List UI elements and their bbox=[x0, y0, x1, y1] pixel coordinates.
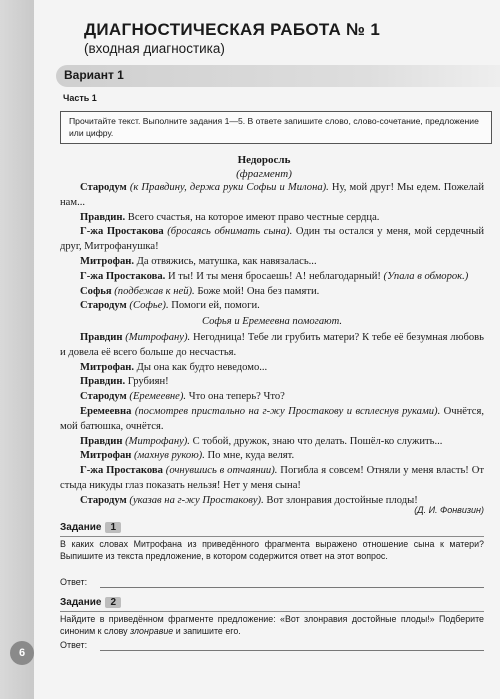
speaker: Правдин bbox=[80, 435, 123, 447]
remark: (Еремеевне). bbox=[126, 391, 187, 403]
instruction-text: Прочитайте текст. Выполните задания 1—5. В ответе запишите слово, слово-сочетание, предложение или цифру. bbox=[69, 116, 479, 138]
speaker: Митрофан bbox=[80, 450, 132, 462]
dialogue-line bbox=[60, 449, 484, 464]
remark: (Митрофану). bbox=[122, 331, 191, 343]
remark: (махнув рукою). bbox=[131, 450, 205, 462]
text-title: Недоросль bbox=[237, 154, 291, 166]
speech: Боже мой! Она без памяти. bbox=[194, 285, 320, 297]
play-fragment bbox=[60, 181, 484, 509]
instruction-box bbox=[60, 111, 492, 144]
text-subtitle: (фрагмент) bbox=[236, 168, 292, 180]
dialogue-line bbox=[60, 464, 484, 494]
dialogue-line bbox=[60, 255, 484, 270]
speaker: Правдин. bbox=[80, 211, 126, 223]
task-1-header bbox=[60, 522, 121, 533]
task-1-rule bbox=[60, 536, 484, 537]
speaker: Правдин. bbox=[80, 376, 126, 388]
answer-line[interactable] bbox=[100, 650, 484, 651]
speech: С тобой, дружок, знаю что делать. Пошёл-ко служить... bbox=[189, 435, 443, 447]
stage-direction: Софья и Еремеевна помогают. bbox=[201, 316, 343, 328]
task-label: Задание bbox=[60, 522, 102, 533]
speech: Да отвяжись, матушка, как навязалась... bbox=[134, 255, 317, 267]
remark: (очнувшись в отчаянии). bbox=[162, 465, 278, 477]
speech: По мне, куда велят. bbox=[204, 450, 295, 462]
answer-line[interactable] bbox=[100, 587, 484, 588]
speech: Негодница! Тебе ли грубить матери? К тебе её безумная любовь и довела её всего больше до несчастья. bbox=[60, 331, 485, 358]
speech: Всего счастья, на которое имеют право честные сердца. bbox=[125, 211, 380, 223]
task-1-text: В каких словах Митрофана из приведённого фрагмента выражено отношение сына к матери? Выпишите из текста предложение, в котором содержится ответ на этот вопрос. bbox=[60, 539, 484, 562]
dialogue-line bbox=[60, 361, 484, 376]
speaker: Г-жа Простакова bbox=[80, 226, 164, 238]
dialogue-line bbox=[60, 211, 484, 226]
answer-label: Ответ: bbox=[60, 577, 88, 587]
page-number: 6 bbox=[10, 641, 34, 665]
speaker: Еремеевна bbox=[80, 405, 132, 417]
task-2-text-part: и запишите его. bbox=[173, 626, 241, 637]
remark: (подбежав к ней). bbox=[111, 285, 195, 297]
dialogue-line bbox=[60, 225, 484, 255]
speaker: Митрофан. bbox=[80, 255, 135, 267]
speaker: Софья bbox=[80, 285, 112, 297]
speech: Один ты остался у меня, мой сердечный друг, Митрофанушка! bbox=[60, 226, 484, 253]
dialogue-line bbox=[60, 331, 484, 361]
speech: Погибла я совсем! Отняли у меня власть! От стыда никуды глаз показать нельзя! Нет у меня сына! bbox=[60, 465, 484, 491]
speaker: Г-жа Простакова bbox=[80, 465, 163, 477]
dialogue-line bbox=[60, 270, 484, 285]
dialogue-line bbox=[60, 435, 484, 450]
remark: (Митрофану). bbox=[122, 435, 190, 447]
variant-label: Вариант 1 bbox=[64, 68, 124, 82]
task-1-answer[interactable] bbox=[60, 577, 484, 590]
speaker: Стародум bbox=[80, 391, 127, 403]
page-title: ДИАГНОСТИЧЕСКАЯ РАБОТА № 1 bbox=[84, 20, 381, 39]
speaker: Г-жа Простакова. bbox=[80, 270, 166, 282]
task-2-text-part: Найдите в приведённом фрагменте предложение: «Вот злонравия достойные плоды!» Подберите синоним к слову bbox=[60, 614, 484, 637]
task-2-text-emphasis: злонравие bbox=[130, 626, 174, 637]
answer-label: Ответ: bbox=[60, 640, 88, 650]
dialogue-line bbox=[60, 375, 484, 390]
task-label: Задание bbox=[60, 597, 102, 608]
dialogue-line bbox=[60, 390, 484, 405]
dialogue-line bbox=[60, 181, 484, 211]
speaker: Стародум bbox=[80, 300, 127, 312]
task-number-badge: 2 bbox=[105, 597, 121, 608]
task-2-header bbox=[60, 597, 121, 608]
remark: (Софье). bbox=[126, 300, 169, 312]
task-2-text bbox=[60, 613, 484, 638]
speech: Грубиян! bbox=[125, 376, 169, 388]
remark: (Упала в обморок.) bbox=[383, 270, 469, 282]
speech: Что она теперь? Что? bbox=[186, 391, 285, 403]
task-2-rule bbox=[60, 611, 484, 612]
task-number-badge: 1 bbox=[105, 522, 121, 533]
speech: Ды она как будто неведомо... bbox=[134, 361, 268, 373]
speaker: Митрофан. bbox=[80, 361, 135, 373]
task-2-answer[interactable] bbox=[60, 640, 484, 653]
speech: Вот злонравия достойные плоды! bbox=[263, 494, 418, 506]
speech: Ну, мой друг! Мы едем. Пожелай нам... bbox=[60, 182, 484, 208]
speech: И ты! И ты меня бросаешь! А! неблагодарный! bbox=[165, 270, 384, 282]
speech: Помоги ей, помоги. bbox=[168, 300, 260, 312]
dialogue-line bbox=[60, 405, 484, 435]
part-label: Часть 1 bbox=[63, 93, 97, 103]
dialogue-line bbox=[60, 285, 484, 300]
speaker: Правдин bbox=[80, 331, 123, 343]
remark: (к Правдину, держа руки Софьи и Милона). bbox=[126, 182, 329, 193]
left-margin-strip bbox=[0, 0, 34, 699]
variant-bar bbox=[56, 65, 500, 87]
remark: (указав на г-жу Простакову). bbox=[126, 494, 264, 506]
remark: (бросаясь обнимать сына). bbox=[163, 226, 293, 238]
speaker: Стародум bbox=[80, 182, 127, 193]
speech: Очнётся, мой батюшка, очнётся. bbox=[60, 405, 484, 432]
remark: (посмотрев пристально на г-жу Простакову и всплеснув руками). bbox=[131, 405, 441, 417]
speaker: Стародум bbox=[80, 494, 127, 506]
dialogue-line bbox=[60, 299, 484, 314]
author-attribution: (Д. И. Фонвизин) bbox=[414, 505, 484, 515]
page-subtitle: (входная диагностика) bbox=[84, 41, 225, 56]
